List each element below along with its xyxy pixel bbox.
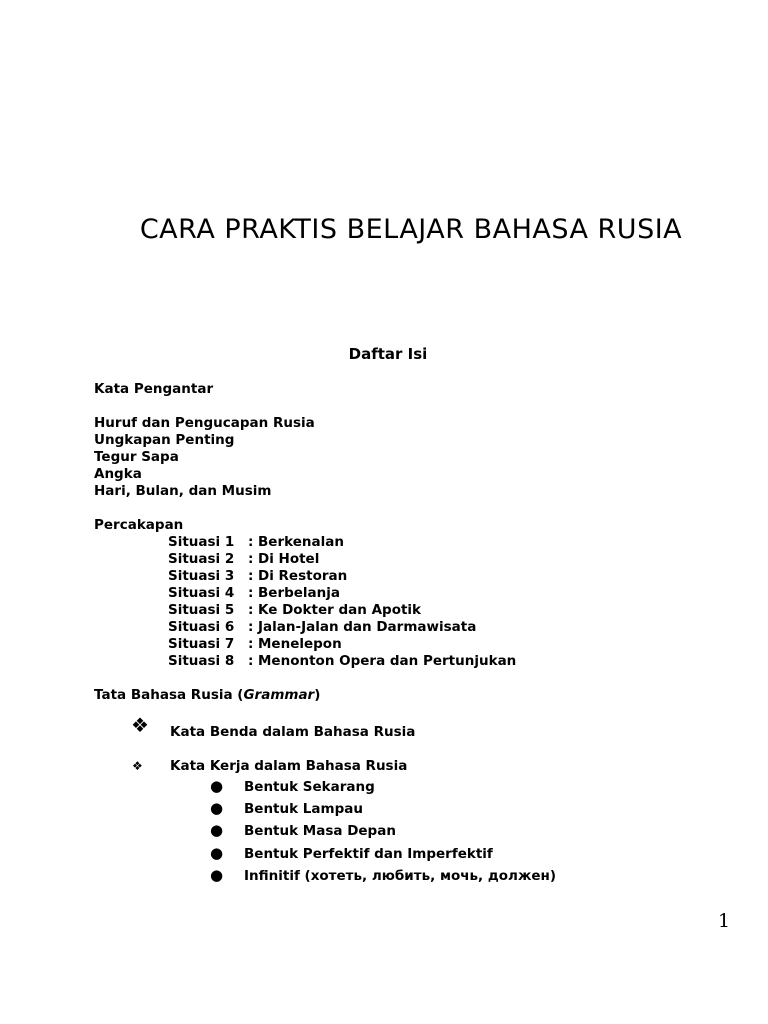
grammar-heading	[94, 687, 516, 704]
situasi-title: Ke Dokter dan Apotik	[258, 602, 422, 618]
situasi-row	[94, 568, 516, 585]
situasi-label: Situasi 2	[168, 551, 235, 567]
toc-item: Tegur Sapa	[94, 449, 179, 465]
situasi-separator: :	[248, 619, 254, 635]
situasi-label: Situasi 7	[168, 636, 235, 652]
four-diamond-bullet-icon: ❖	[132, 759, 143, 773]
situasi-title: Menonton Opera dan Pertunjukan	[258, 653, 517, 669]
situasi-row	[94, 653, 516, 670]
situasi-label: Situasi 5	[168, 602, 235, 618]
situasi-title: Di Hotel	[258, 551, 320, 567]
situasi-title: Di Restoran	[258, 568, 348, 584]
situasi-separator: :	[248, 636, 254, 652]
page-title: CARA PRAKTIS BELAJAR BAHASA RUSIA	[139, 214, 683, 245]
situasi-title: Berbelanja	[258, 585, 341, 601]
toc-item: Angka	[94, 466, 142, 482]
situasi-separator: :	[248, 585, 254, 601]
toc-heading: Daftar Isi	[348, 345, 428, 363]
verb-sub-item-text: Bentuk Perfektif dan Imperfektif	[244, 846, 493, 862]
situasi-row	[94, 534, 516, 551]
grammar-heading-close: )	[314, 687, 321, 703]
toc-item: Ungkapan Penting	[94, 432, 235, 448]
situasi-label: Situasi 8	[168, 653, 235, 669]
round-bullet-icon: ●	[210, 844, 224, 862]
round-bullet-icon: ●	[210, 799, 224, 817]
conversation-heading: Percakapan	[94, 517, 184, 533]
situasi-label: Situasi 1	[168, 534, 235, 550]
verb-sub-item-text: Bentuk Masa Depan	[244, 823, 396, 839]
toc-item-intro: Kata Pengantar	[94, 381, 214, 397]
verb-sub-item-text: Bentuk Sekarang	[244, 779, 375, 795]
situasi-separator: :	[248, 534, 254, 550]
verb-sub-item-text: Infinitif (хотеть, любить, мочь, должен)	[244, 868, 557, 884]
toc-item: Hari, Bulan, dan Musim	[94, 483, 272, 499]
round-bullet-icon: ●	[210, 821, 224, 839]
situasi-label: Situasi 3	[168, 568, 235, 584]
situasi-separator: :	[248, 568, 254, 584]
situasi-row	[94, 636, 516, 653]
situasi-separator: :	[248, 602, 254, 618]
page-number: 1	[718, 910, 731, 932]
situasi-separator: :	[248, 653, 254, 669]
toc-item: Huruf dan Pengucapan Rusia	[94, 415, 315, 431]
situasi-row	[94, 551, 516, 568]
situasi-separator: :	[248, 551, 254, 567]
grammar-heading-text: Tata Bahasa Rusia (	[94, 687, 244, 703]
table-of-contents	[94, 381, 516, 704]
situasi-row	[94, 602, 516, 619]
situasi-label: Situasi 6	[168, 619, 235, 635]
round-bullet-icon: ●	[210, 866, 224, 884]
verb-sub-item-text: Bentuk Lampau	[244, 801, 363, 817]
grammar-item-noun-text: Kata Benda dalam Bahasa Rusia	[170, 724, 416, 740]
situasi-title: Menelepon	[258, 636, 342, 652]
four-diamond-bullet-icon: ❖	[131, 713, 149, 737]
situasi-title: Berkenalan	[258, 534, 344, 550]
situasi-row	[94, 619, 516, 636]
situasi-title: Jalan-Jalan dan Darmawisata	[258, 619, 477, 635]
round-bullet-icon: ●	[210, 777, 224, 795]
grammar-heading-italic: Grammar	[243, 687, 315, 703]
situasi-row	[94, 585, 516, 602]
situasi-label: Situasi 4	[168, 585, 235, 601]
grammar-item-verb-text: Kata Kerja dalam Bahasa Rusia	[170, 758, 408, 774]
